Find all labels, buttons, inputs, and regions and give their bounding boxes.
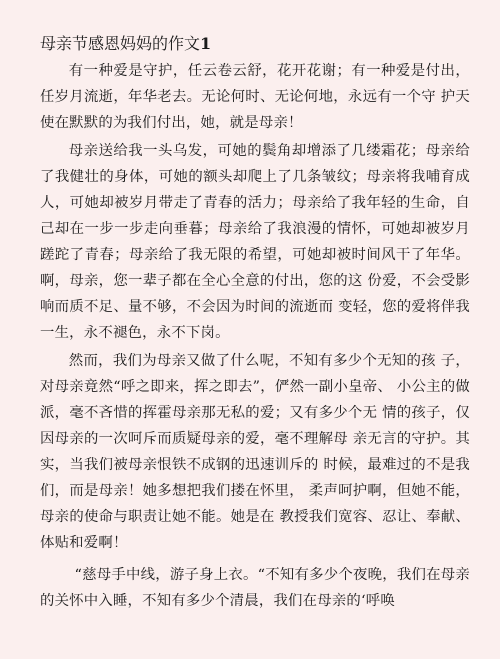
paragraph-4: “慈母手中线，游子身上衣。“不知有多少个夜晚，我们在母亲的关怀中入睡，不知有多少个清晨，我们在母亲的‘呼唤 [40,567,470,609]
title-text: 母亲节感恩妈妈的作文 [40,34,201,53]
paragraph-1: 有一种爱是守护，任云卷云舒，花开花谢；有一种爱是付出，任岁月流逝，年华老去。无论何时、无论何地，永远有一个守 护天使在默默的为我们付出，她，就是母亲！ [40,63,470,131]
paragraph-2: 母亲送给我一头乌发，可她的鬓角却增添了几缕霜花；母亲给了我健壮的身体，可她的额头却爬上了几条皱纹；母亲将我哺育成人，可她却被岁月带走了青春的活力；母亲给了我年轻的生命，自己却在一步一步走向垂暮；母亲给了我浪漫的情怀，可她却被岁月蹉跎了青春；母亲给了我无限的希望，可她却被时间风干了年华。啊，母亲，您一辈子都在全心全意的付出，您的这 份爱，不会受影响而质不足、量不够，不会因为时间的流逝而 变轻，您的爱将伴我一生，永不褪色，永不下岗。 [40,143,470,341]
title-number: 1 [200,34,212,53]
document-title [40,32,470,56]
paragraph-3: 然而，我们为母亲又做了什么呢，不知有多少个无知的孩 子，对母亲竟然“呼之即来，挥之即去”，俨然一副小皇帝、 小公主的做派，毫不吝惜的挥霍母亲那无私的爱；又有多少个无 情的孩子，仅因母亲的一次呵斥而质疑母亲的爱，毫不理解母 亲无言的守护。其实，当我们被母亲恨铁不成钢的迅速训斥的 时候，最难过的不是我们，而是母亲！她多想把我们搂在怀里， 柔声呵护啊，但她不能，母亲的使命与职责让她不能。她是在 教授我们宽容、忍让、奉献、体贴和爱啊！ [40,353,470,551]
